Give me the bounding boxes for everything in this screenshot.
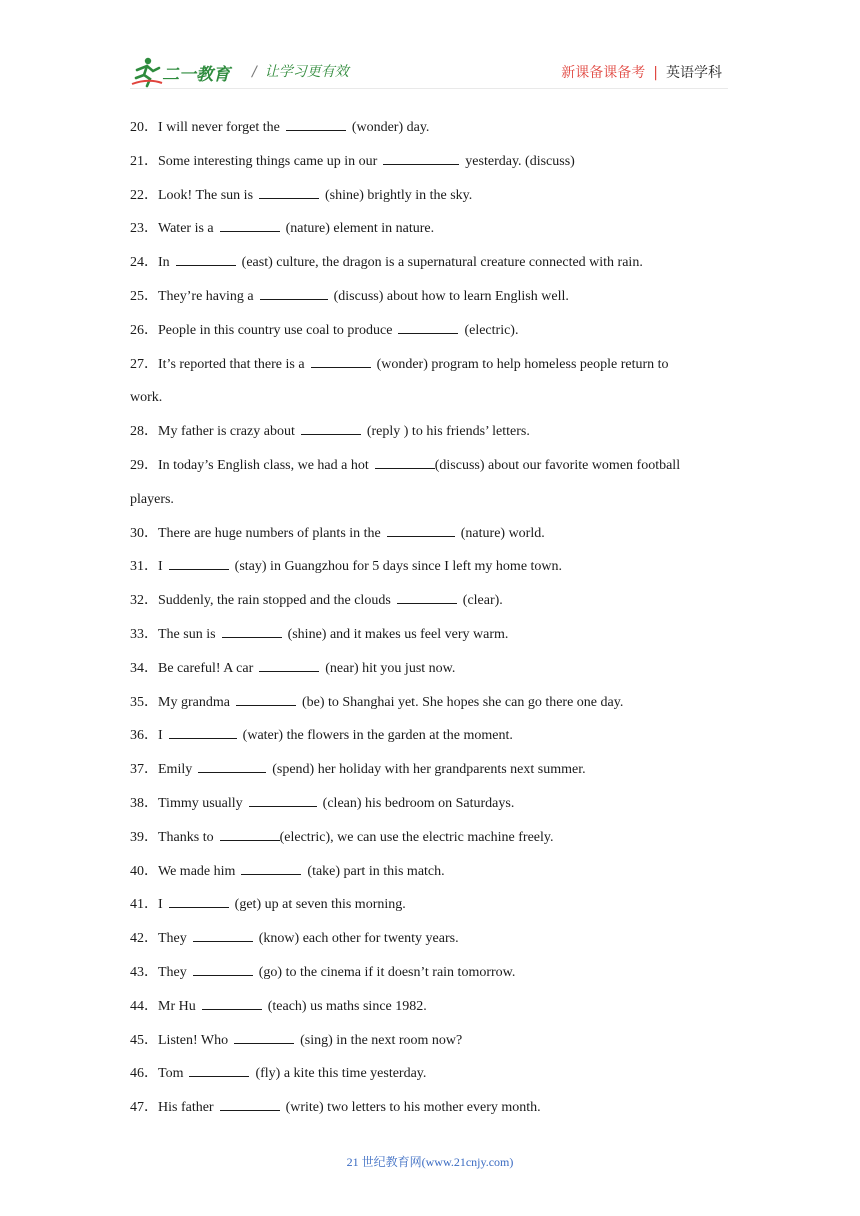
question-hint: (get) up at seven this morning. <box>234 897 406 913</box>
question-text: We made him <box>158 863 236 879</box>
answer-blank[interactable] <box>260 287 328 300</box>
question-hint: (clean) his bedroom on Saturdays. <box>322 795 515 811</box>
question-hint: (shine) and it makes us feel very warm. <box>287 626 509 642</box>
question-number-separator: ． <box>144 288 158 304</box>
question-text: I <box>158 897 163 913</box>
answer-blank[interactable] <box>236 693 296 706</box>
question-item <box>130 280 730 314</box>
brand-logo <box>128 56 240 90</box>
slogan-slash: / <box>252 64 257 80</box>
question-number-separator: ． <box>144 153 158 169</box>
question-item <box>130 753 730 787</box>
question-hint: (sing) in the next room now? <box>300 1032 463 1048</box>
question-number-separator: ． <box>144 255 158 271</box>
question-hint: (know) each other for twenty years. <box>258 931 459 947</box>
question-text: Listen! Who <box>158 1032 229 1048</box>
question-number-separator: ． <box>144 120 158 135</box>
question-number: 43 <box>130 964 144 980</box>
question-hint: (spend) her holiday with her grandparents next summer. <box>272 762 586 778</box>
slogan-text: 让学习更有效 <box>264 64 349 80</box>
question-text: Emily <box>158 762 193 778</box>
answer-blank[interactable] <box>222 625 282 638</box>
question-hint: (take) part in this match. <box>307 863 445 879</box>
question-number: 24 <box>130 255 144 271</box>
answer-blank[interactable] <box>193 963 253 976</box>
answer-blank[interactable] <box>387 524 455 537</box>
question-number-separator: ． <box>144 593 158 609</box>
question-text: People in this country use coal to produce <box>158 322 393 338</box>
question-text: The sun is <box>158 626 216 642</box>
question-hint: (near) hit you just now. <box>325 660 456 676</box>
question-text: Suddenly, the rain stopped and the clouds <box>158 593 391 609</box>
question-item <box>130 415 730 449</box>
question-text: They <box>158 931 187 947</box>
question-text: My father is crazy about <box>158 424 295 440</box>
question-number: 39 <box>130 829 144 845</box>
question-item <box>130 145 730 179</box>
question-number-separator: ． <box>144 322 158 338</box>
question-number: 45 <box>130 1032 144 1048</box>
question-text: Be careful! A car <box>158 660 254 676</box>
question-number-separator: ． <box>144 457 158 473</box>
answer-blank[interactable] <box>301 422 361 435</box>
question-hint: (wonder) day. <box>351 120 430 135</box>
question-item <box>130 111 730 145</box>
question-number: 35 <box>130 694 144 710</box>
header-separator: | <box>653 65 658 81</box>
question-text: In today’s English class, we had a hot <box>158 457 369 473</box>
answer-blank[interactable] <box>169 895 229 908</box>
question-number: 27 <box>130 356 144 372</box>
question-number-separator: ． <box>144 356 158 372</box>
question-text: I <box>158 728 163 744</box>
question-hint: (clear). <box>462 593 503 609</box>
question-number-separator: ． <box>144 762 158 778</box>
question-number: 26 <box>130 322 144 338</box>
question-item <box>130 787 730 821</box>
question-hint: (water) the flowers in the garden at the moment. <box>242 728 513 744</box>
question-number: 44 <box>130 998 144 1014</box>
answer-blank[interactable] <box>169 726 237 739</box>
question-item <box>130 584 730 618</box>
question-number: 37 <box>130 762 144 778</box>
question-text: I <box>158 559 163 575</box>
slogan <box>252 61 349 81</box>
question-hint: (shine) brightly in the sky. <box>325 187 473 203</box>
question-number-separator: ． <box>144 998 158 1014</box>
question-number: 42 <box>130 931 144 947</box>
question-hint: (discuss) about how to learn English well. <box>333 288 569 304</box>
question-item <box>130 348 730 382</box>
question-continuation: players. <box>130 491 174 507</box>
answer-blank[interactable] <box>259 186 319 199</box>
question-number: 46 <box>130 1066 144 1082</box>
question-text: In <box>158 255 170 271</box>
question-item <box>130 449 730 483</box>
question-text: My grandma <box>158 694 230 710</box>
course-title: 新课备课备考 <box>561 65 646 81</box>
answer-blank[interactable] <box>202 997 262 1010</box>
answer-blank[interactable] <box>169 557 229 570</box>
question-hint: (go) to the cinema if it doesn’t rain tomorrow. <box>258 964 516 980</box>
question-number-separator: ． <box>144 559 158 575</box>
question-number-separator: ． <box>144 660 158 676</box>
question-item <box>130 888 730 922</box>
question-item <box>130 922 730 956</box>
question-number: 25 <box>130 288 144 304</box>
question-number: 29 <box>130 457 144 473</box>
question-hint: (nature) world. <box>460 525 545 541</box>
question-item <box>130 1057 730 1091</box>
question-number-separator: ． <box>144 525 158 541</box>
question-number: 22 <box>130 187 144 203</box>
answer-blank[interactable] <box>193 929 253 942</box>
question-item <box>130 686 730 720</box>
header-right <box>561 62 722 82</box>
answer-blank[interactable] <box>198 760 266 773</box>
question-text: It’s reported that there is a <box>158 356 305 372</box>
question-hint: (write) two letters to his mother every month. <box>285 1100 541 1116</box>
answer-blank[interactable] <box>286 118 346 131</box>
question-number: 21 <box>130 153 144 169</box>
answer-blank[interactable] <box>375 456 435 469</box>
question-number-separator: ． <box>144 424 158 440</box>
question-text: Look! The sun is <box>158 187 254 203</box>
question-text: Water is a <box>158 221 214 237</box>
question-number: 36 <box>130 728 144 744</box>
answer-blank[interactable] <box>397 591 457 604</box>
question-number-separator: ． <box>144 728 158 744</box>
page-header <box>0 0 860 100</box>
question-number-separator: ． <box>144 626 158 642</box>
question-item <box>130 517 730 551</box>
question-number: 31 <box>130 559 144 575</box>
question-number: 38 <box>130 795 144 811</box>
question-hint: (be) to Shanghai yet. She hopes she can go there one day. <box>301 694 624 710</box>
question-number-separator: ． <box>144 829 158 845</box>
question-number: 33 <box>130 626 144 642</box>
question-text: His father <box>158 1100 214 1116</box>
question-item <box>130 314 730 348</box>
question-number-separator: ． <box>144 1100 158 1116</box>
question-item <box>130 212 730 246</box>
question-item <box>130 990 730 1024</box>
answer-blank[interactable] <box>249 794 317 807</box>
question-number-separator: ． <box>144 897 158 913</box>
answer-blank[interactable] <box>176 253 236 266</box>
header-divider <box>130 88 728 89</box>
question-number: 28 <box>130 424 144 440</box>
question-hint: (wonder) program to help homeless people return to <box>376 356 669 372</box>
question-text: There are huge numbers of plants in the <box>158 525 381 541</box>
question-text: Mr Hu <box>158 998 196 1014</box>
question-text: Some interesting things came up in our <box>158 153 378 169</box>
question-item <box>130 246 730 280</box>
question-text: Thanks to <box>158 829 214 845</box>
answer-blank[interactable] <box>383 152 459 165</box>
question-item <box>130 956 730 990</box>
subject-label: 英语学科 <box>666 65 722 81</box>
question-number: 23 <box>130 221 144 237</box>
question-list <box>130 111 730 1125</box>
brand-text: 二一教育 <box>162 65 230 85</box>
question-number-separator: ． <box>144 187 158 203</box>
question-number: 34 <box>130 660 144 676</box>
answer-blank[interactable] <box>259 659 319 672</box>
answer-blank[interactable] <box>220 219 280 232</box>
question-number: 32 <box>130 593 144 609</box>
question-hint: yesterday. (discuss) <box>465 153 575 169</box>
question-text: Timmy usually <box>158 795 243 811</box>
answer-blank[interactable] <box>398 321 458 334</box>
answer-blank[interactable] <box>189 1064 249 1077</box>
question-text: I will never forget the <box>158 120 280 135</box>
question-hint: (discuss) about our favorite women football <box>434 457 681 473</box>
question-hint: (teach) us maths since 1982. <box>267 998 427 1014</box>
question-item <box>130 719 730 753</box>
question-number-separator: ． <box>144 795 158 811</box>
question-number: 40 <box>130 863 144 879</box>
question-hint: (fly) a kite this time yesterday. <box>255 1066 427 1082</box>
question-item <box>130 179 730 213</box>
question-item <box>130 1091 730 1125</box>
question-item <box>130 1024 730 1058</box>
question-hint: (nature) element in nature. <box>285 221 435 237</box>
question-number-separator: ． <box>144 863 158 879</box>
page-footer: 21 世纪教育网(www.21cnjy.com) <box>346 1155 514 1169</box>
question-text: They’re having a <box>158 288 254 304</box>
answer-blank[interactable] <box>220 828 280 841</box>
question-item <box>130 652 730 686</box>
question-number-separator: ． <box>144 964 158 980</box>
question-number-separator: ． <box>144 221 158 237</box>
answer-blank[interactable] <box>241 862 301 875</box>
question-hint: (reply ) to his friends’ letters. <box>366 424 530 440</box>
question-number-separator: ． <box>144 1032 158 1048</box>
question-hint: (electric), we can use the electric machine freely. <box>279 829 554 845</box>
question-number-separator: ． <box>144 1066 158 1082</box>
question-item <box>130 821 730 855</box>
question-continuation: work. <box>130 390 163 406</box>
question-number: 20 <box>130 120 144 135</box>
answer-blank[interactable] <box>220 1098 280 1111</box>
question-number: 30 <box>130 525 144 541</box>
question-item <box>130 855 730 889</box>
question-number-separator: ． <box>144 931 158 947</box>
answer-blank[interactable] <box>234 1031 294 1044</box>
question-number: 41 <box>130 897 144 913</box>
question-number-separator: ． <box>144 694 158 710</box>
question-text: Tom <box>158 1066 184 1082</box>
question-hint: (electric). <box>464 322 519 338</box>
question-item <box>130 618 730 652</box>
question-item <box>130 550 730 584</box>
answer-blank[interactable] <box>311 355 371 368</box>
question-hint: (stay) in Guangzhou for 5 days since I left my home town. <box>234 559 563 575</box>
question-text: They <box>158 964 187 980</box>
question-hint: (east) culture, the dragon is a supernatural creature connected with rain. <box>241 255 643 271</box>
question-number: 47 <box>130 1100 144 1116</box>
